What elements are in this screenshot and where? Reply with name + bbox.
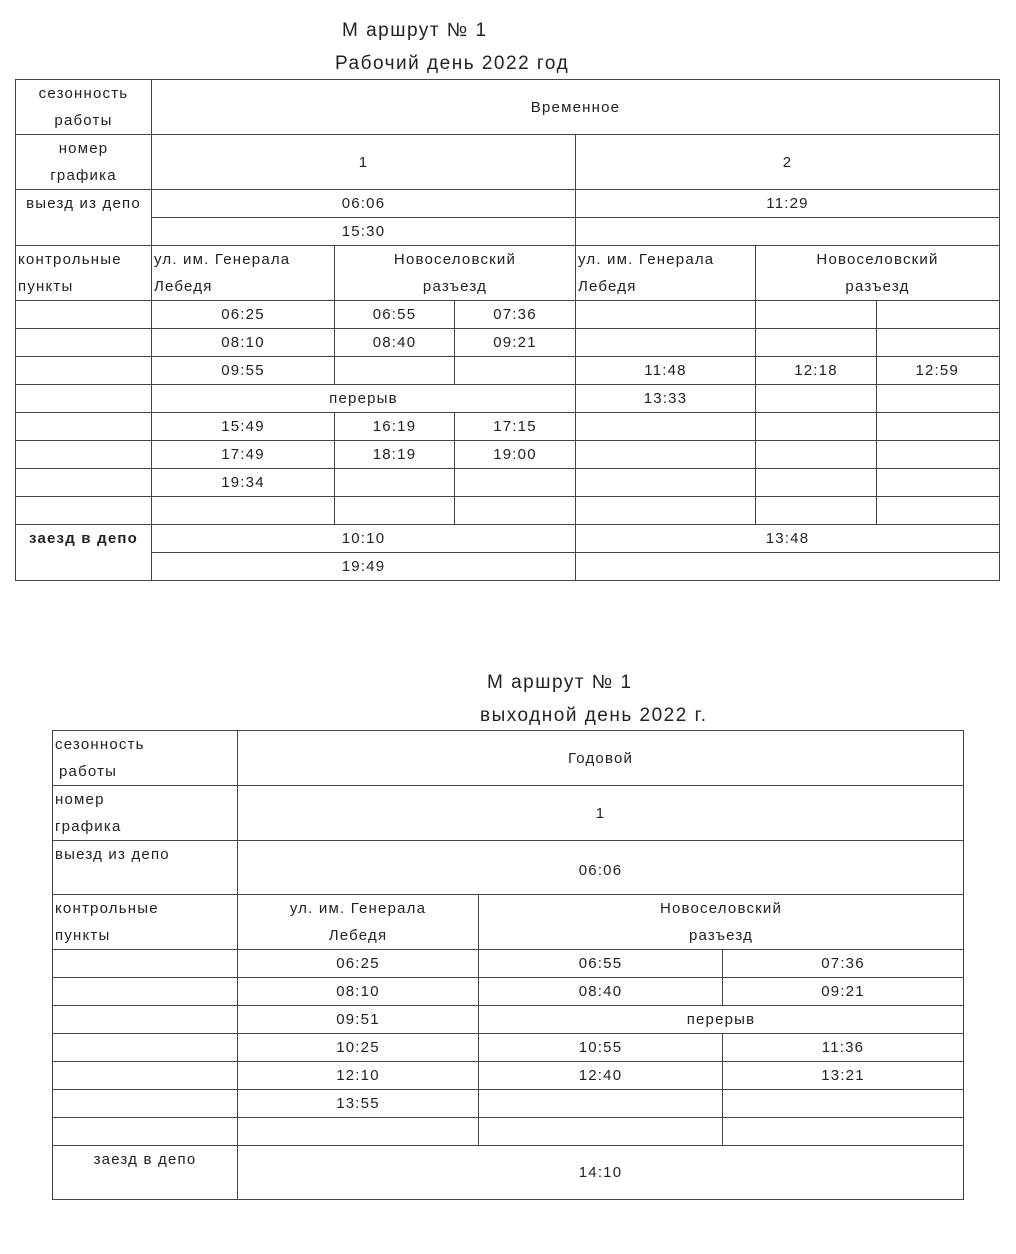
t1-graph-label: номер графика xyxy=(16,135,152,190)
t1-depart-label: выезд из депо xyxy=(16,190,152,246)
t1-row-label xyxy=(16,357,152,385)
time-cell xyxy=(756,385,877,413)
t1-graph-2: 2 xyxy=(576,135,1000,190)
t1-row-label xyxy=(16,413,152,441)
t1-title: М аршрут № 1 xyxy=(342,20,488,41)
time-cell xyxy=(238,1118,479,1146)
time-cell xyxy=(756,441,877,469)
table-row xyxy=(53,1062,964,1090)
time-cell: 19:00 xyxy=(455,441,576,469)
time-cell: 09:21 xyxy=(455,329,576,357)
t2-depart-1: 06:06 xyxy=(238,841,964,895)
time-cell: 08:40 xyxy=(335,329,455,357)
time-cell: 06:25 xyxy=(238,950,479,978)
t1-season-label: сезонность работы xyxy=(16,80,152,135)
t2-arrive-1: 14:10 xyxy=(238,1146,964,1200)
time-cell: 19:34 xyxy=(152,469,335,497)
t2-graph-label: номер графика xyxy=(53,786,238,841)
t2-row-label xyxy=(53,1006,238,1034)
time-cell: 07:36 xyxy=(455,301,576,329)
time-cell: 06:55 xyxy=(479,950,723,978)
time-cell xyxy=(756,413,877,441)
time-cell xyxy=(335,469,455,497)
table-row xyxy=(16,329,1000,357)
time-cell xyxy=(152,497,335,525)
time-cell xyxy=(877,329,1000,357)
time-cell: 17:49 xyxy=(152,441,335,469)
time-cell xyxy=(455,469,576,497)
time-cell xyxy=(756,301,877,329)
time-cell xyxy=(756,497,877,525)
t1-row-label xyxy=(16,497,152,525)
t1-row-label xyxy=(16,385,152,413)
table-row xyxy=(53,1090,964,1118)
t1-cp-b-g1: Новоселовский разъезд xyxy=(335,246,576,301)
t2-cp-b: Новоселовский разъезд xyxy=(479,895,964,950)
time-cell: 16:19 xyxy=(335,413,455,441)
time-cell xyxy=(877,497,1000,525)
t2-row-label xyxy=(53,978,238,1006)
time-cell: 06:25 xyxy=(152,301,335,329)
t2-cp-label: контрольные пункты xyxy=(53,895,238,950)
t1-cp-a-g1: ул. им. Генерала Лебедя xyxy=(152,246,335,301)
t2-break-time: 09:51 xyxy=(238,1006,479,1034)
table-row xyxy=(53,978,964,1006)
t1-row-label xyxy=(16,329,152,357)
t2-season-value: Годовой xyxy=(238,731,964,786)
table-row xyxy=(16,441,1000,469)
time-cell xyxy=(756,329,877,357)
t1-empty-cell xyxy=(576,218,1000,246)
time-cell xyxy=(877,385,1000,413)
time-cell: 10:25 xyxy=(238,1034,479,1062)
time-cell: 17:15 xyxy=(455,413,576,441)
time-cell xyxy=(479,1118,723,1146)
table-row xyxy=(16,497,1000,525)
t1-break-g2-time: 13:33 xyxy=(576,385,756,413)
t1-break-label: перерыв xyxy=(152,385,576,413)
time-cell: 12:18 xyxy=(756,357,877,385)
time-cell: 12:10 xyxy=(238,1062,479,1090)
table-row xyxy=(53,950,964,978)
time-cell xyxy=(576,469,756,497)
time-cell xyxy=(576,301,756,329)
t2-arrive-label: заезд в депо xyxy=(53,1146,238,1200)
time-cell xyxy=(877,413,1000,441)
t1-graph-1: 1 xyxy=(152,135,576,190)
t2-cp-a: ул. им. Генерала Лебедя xyxy=(238,895,479,950)
time-cell xyxy=(335,497,455,525)
table-row xyxy=(16,301,1000,329)
time-cell: 10:55 xyxy=(479,1034,723,1062)
t2-break-label: перерыв xyxy=(479,1006,964,1034)
t1-arrive-1: 10:10 xyxy=(152,525,576,553)
t2-season-label: сезонность работы xyxy=(53,731,238,786)
t1-depart-1b: 15:30 xyxy=(152,218,576,246)
t1-subtitle: Рабочий день 2022 год xyxy=(335,53,570,74)
time-cell xyxy=(576,441,756,469)
t2-row-label xyxy=(53,1090,238,1118)
time-cell xyxy=(877,301,1000,329)
t1-row-label xyxy=(16,441,152,469)
time-cell: 13:21 xyxy=(723,1062,964,1090)
time-cell xyxy=(877,469,1000,497)
table-row xyxy=(16,357,1000,385)
time-cell: 15:49 xyxy=(152,413,335,441)
table-row xyxy=(16,385,1000,413)
t1-arrive-1b: 19:49 xyxy=(152,553,576,581)
time-cell: 08:40 xyxy=(479,978,723,1006)
t2-title: М аршрут № 1 xyxy=(487,672,633,693)
t1-row-label xyxy=(16,301,152,329)
t1-depart-1: 06:06 xyxy=(152,190,576,218)
time-cell: 06:55 xyxy=(335,301,455,329)
t1-season-value: Временное xyxy=(152,80,1000,135)
t1-cp-a-g2: ул. им. Генерала Лебедя xyxy=(576,246,756,301)
t2-row-label xyxy=(53,1034,238,1062)
time-cell xyxy=(723,1118,964,1146)
t1-cp-b-g2: Новоселовский разъезд xyxy=(756,246,1000,301)
t2-graph-1: 1 xyxy=(238,786,964,841)
t2-subtitle: выходной день 2022 г. xyxy=(480,705,708,726)
t1-arrive-label: заезд в депо xyxy=(16,525,152,581)
time-cell xyxy=(723,1090,964,1118)
t2-depart-label: выезд из депо xyxy=(53,841,238,895)
time-cell xyxy=(335,357,455,385)
t2-row-label xyxy=(53,950,238,978)
time-cell xyxy=(576,329,756,357)
time-cell: 11:48 xyxy=(576,357,756,385)
time-cell: 13:55 xyxy=(238,1090,479,1118)
t2-row-label xyxy=(53,1062,238,1090)
table-row xyxy=(16,413,1000,441)
time-cell: 11:36 xyxy=(723,1034,964,1062)
time-cell: 09:55 xyxy=(152,357,335,385)
t1-schedule-table xyxy=(15,79,1000,581)
table-row xyxy=(53,1118,964,1146)
time-cell: 07:36 xyxy=(723,950,964,978)
time-cell: 09:21 xyxy=(723,978,964,1006)
time-cell xyxy=(479,1090,723,1118)
t1-row-label xyxy=(16,469,152,497)
time-cell: 18:19 xyxy=(335,441,455,469)
time-cell xyxy=(877,441,1000,469)
t2-row-label xyxy=(53,1118,238,1146)
time-cell: 08:10 xyxy=(152,329,335,357)
time-cell: 08:10 xyxy=(238,978,479,1006)
t2-schedule-table xyxy=(52,730,964,1200)
time-cell xyxy=(576,497,756,525)
t1-depart-2: 11:29 xyxy=(576,190,1000,218)
t1-arrive-2: 13:48 xyxy=(576,525,1000,553)
t1-cp-label: контрольные пункты xyxy=(16,246,152,301)
table-row xyxy=(16,469,1000,497)
time-cell xyxy=(576,413,756,441)
time-cell xyxy=(455,357,576,385)
table-row xyxy=(53,1034,964,1062)
time-cell xyxy=(756,469,877,497)
time-cell: 12:59 xyxy=(877,357,1000,385)
t1-empty-cell xyxy=(576,553,1000,581)
time-cell xyxy=(455,497,576,525)
table-row xyxy=(53,1006,964,1034)
time-cell: 12:40 xyxy=(479,1062,723,1090)
